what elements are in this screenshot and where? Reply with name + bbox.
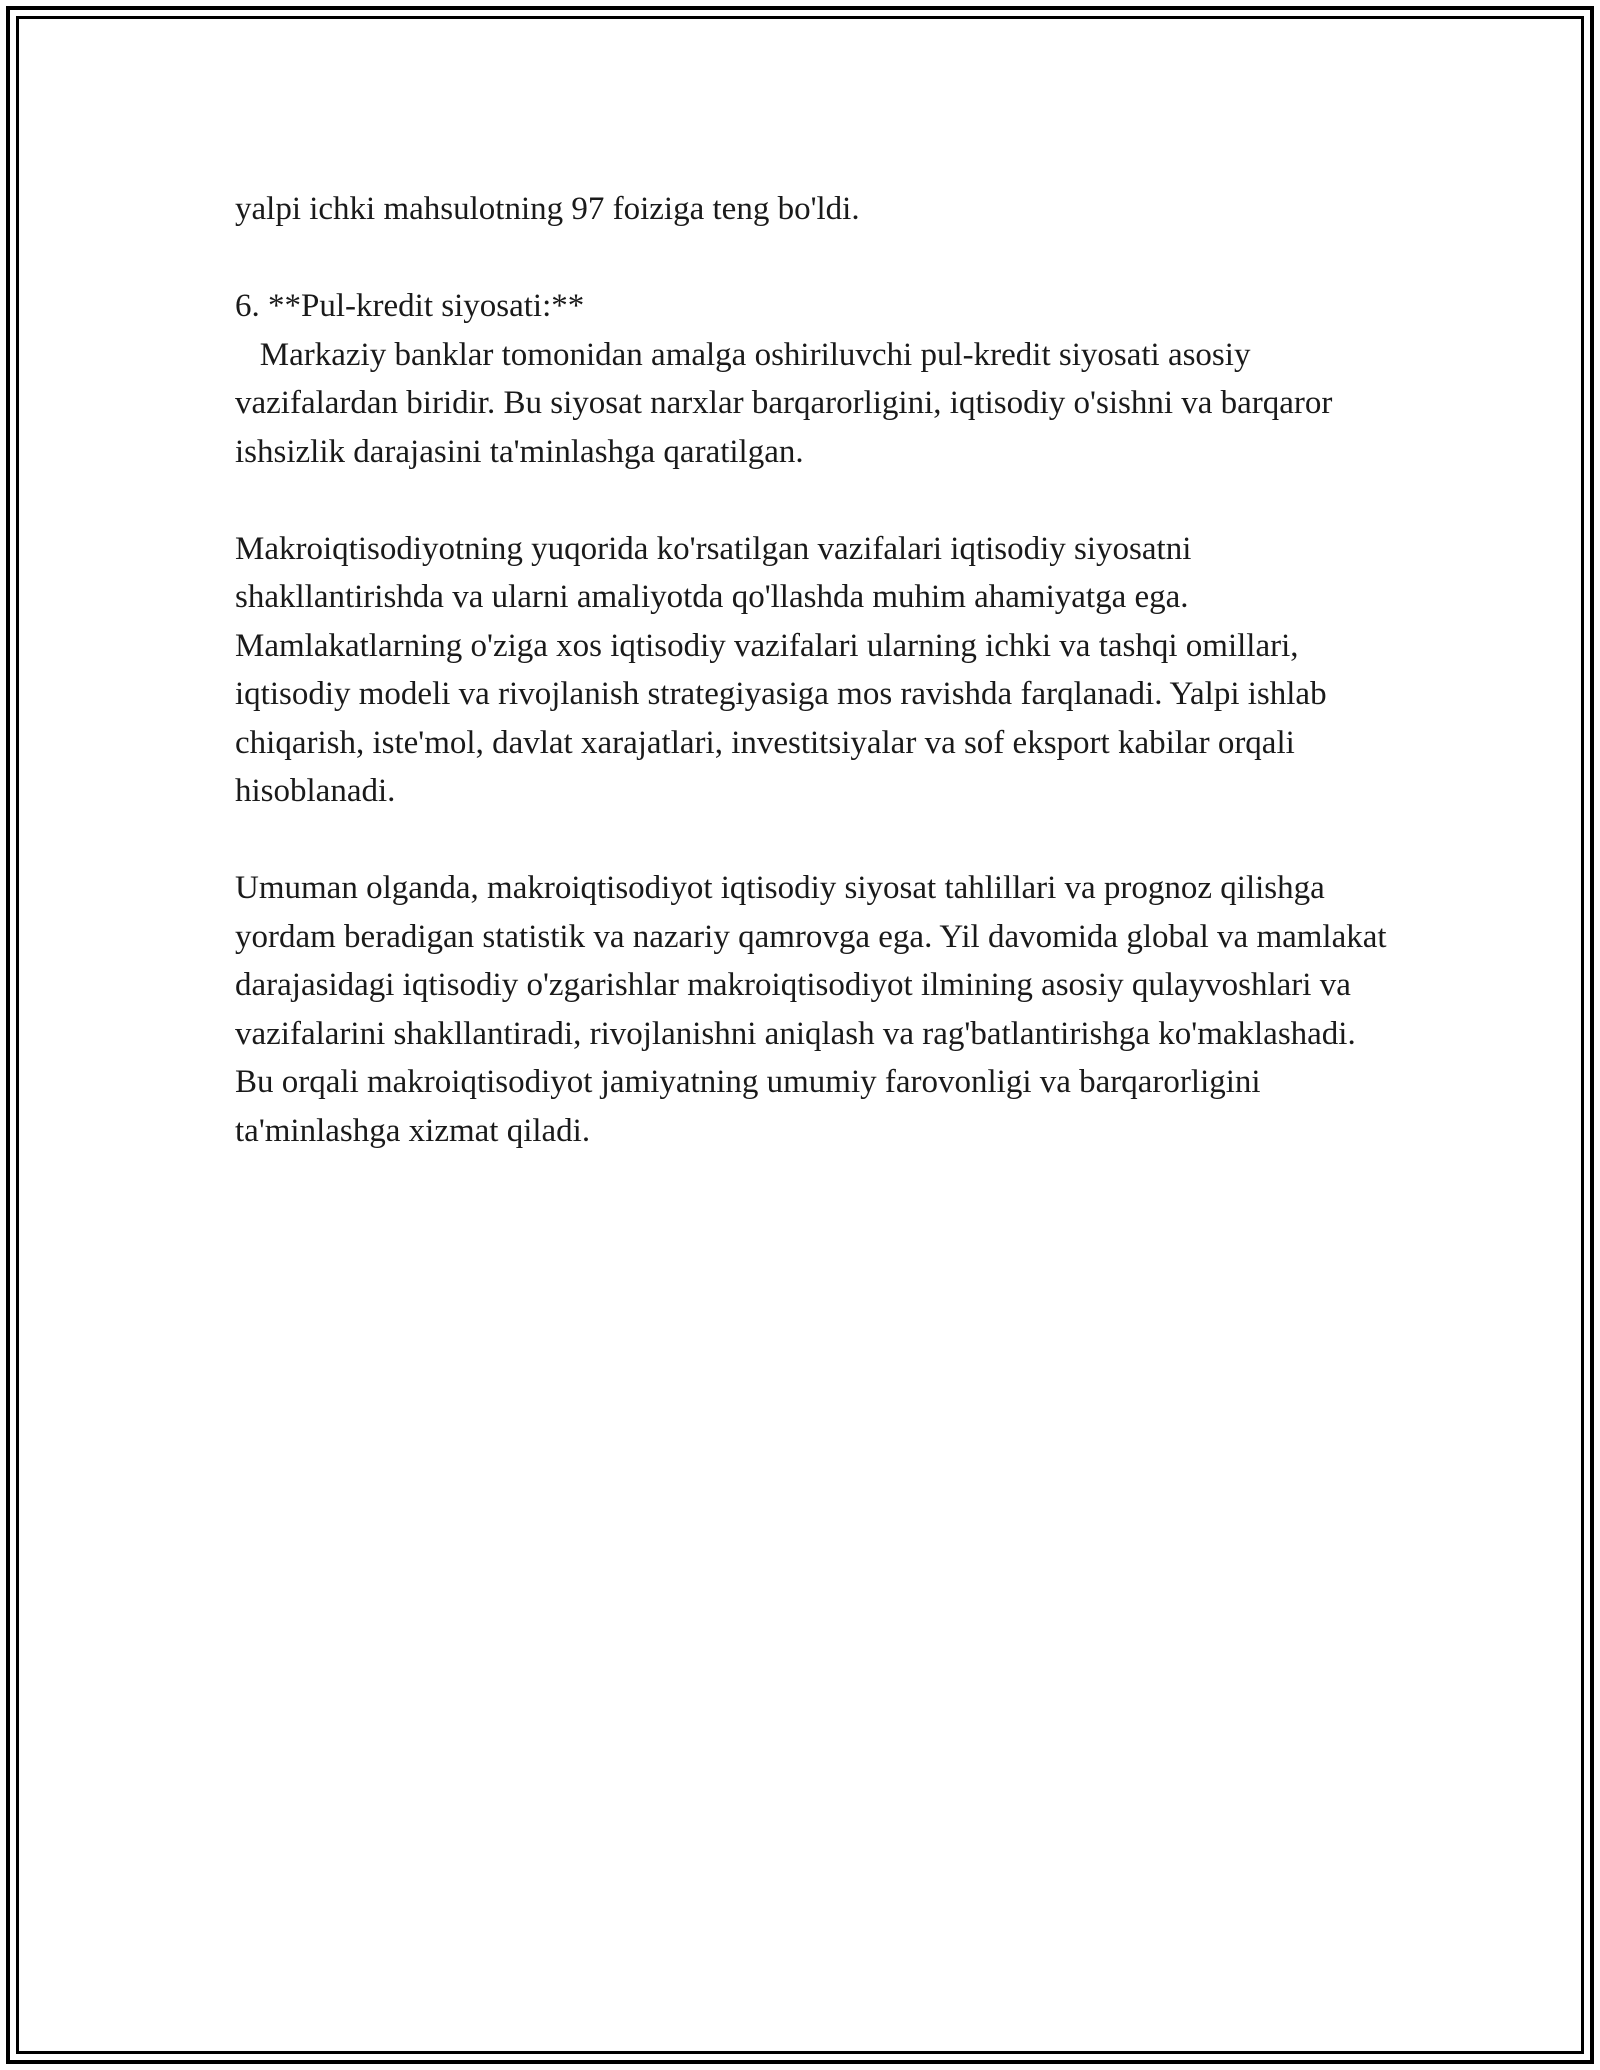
paragraph-gap [235,234,1395,283]
document-body [235,185,1395,1155]
paragraph-1: Makroiqtisodiyotning yuqorida ko'rsatilgan vazifalari iqtisodiy siyosatni shakllantirishda va ularni amaliyotda qo'llashda muhim ahamiyatga ega. Mamlakatlarning o'ziga xos iqtisodiy vazifalari ularning ichki va tashqi omillari, iqtisodiy modeli va rivojlanish strategiyasiga mos ravishda farqlanadi. Yalpi ishlab chiqarish, iste'mol, davlat xarajatlari, investitsiyalar va sof eksport kabilar orqali hisoblanadi. [235,530,1335,809]
paragraph-2: Umuman olganda, makroiqtisodiyot iqtisodiy siyosat tahlillari va prognoz qilishga yordam beradigan statistik va nazariy qamrovga ega. Yil davomida global va mamlakat darajasidagi iqtisodiy o'zgarishlar makroiqtisodiyot ilmining asosiy qulayvoshlari va vazifalarini shakllantiradi, rivojlanishni aniqlash va rag'batlantirishga ko'maklashadi. Bu orqali makroiqtisodiyot jamiyatning umumiy farovonligi va barqarorligini ta'minlashga xizmat qiladi. [235,870,1395,1149]
paragraph-gap [235,816,1395,865]
section-heading: 6. **Pul-kredit siyosati:** [235,288,585,324]
paragraph-gap [235,476,1395,525]
section-body: Markaziy banklar tomonidan amalga oshiriluvchi pul-kredit siyosati asosiy vazifalardan biridir. Bu siyosat narxlar barqarorligini, iqtisodiy o'sishni va barqaror ishsizlik darajasini ta'minlashga qaratilgan. [235,336,1341,470]
continuation-line: yalpi ichki mahsulotning 97 foiziga teng bo'ldi. [235,191,860,227]
